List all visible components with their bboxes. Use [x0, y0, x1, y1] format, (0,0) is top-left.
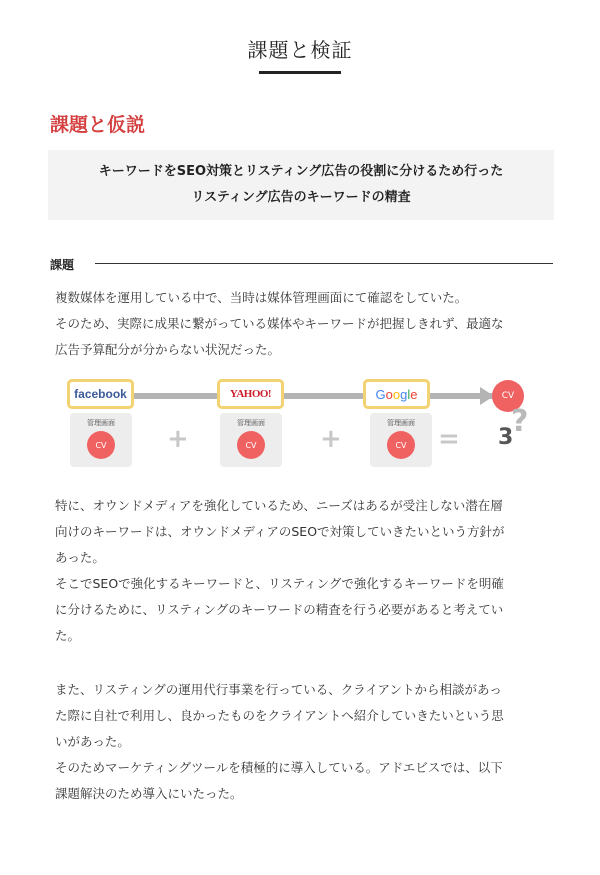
- media-diagram: [60, 370, 540, 480]
- google-admin-card: [370, 413, 432, 467]
- paragraph-2: [55, 493, 547, 571]
- facebook-logo: [67, 379, 134, 409]
- paragraph-line: た際に自社で利用し、良かったものをクライアントへ紹介していきたいという思: [55, 708, 504, 723]
- cv-circle: CV: [387, 431, 415, 459]
- question-mark-icon: ?: [511, 404, 529, 439]
- paragraph-line: た。: [55, 628, 81, 643]
- summary-box: [48, 150, 554, 220]
- result-cv-circle: CV: [492, 380, 524, 412]
- title-underline: [259, 71, 341, 74]
- yahoo-logo: [217, 379, 284, 409]
- paragraph-4: [55, 677, 547, 807]
- equals-icon: =: [438, 424, 460, 454]
- paragraph-3: [55, 571, 547, 649]
- facebook-admin-card: [70, 413, 132, 467]
- sub-heading-rule: [95, 263, 553, 264]
- section-heading: 課題と仮説: [50, 114, 146, 136]
- google-logo-text: Google: [375, 386, 418, 402]
- paragraph-line: 広告予算配分が分からない状況だった。: [55, 342, 281, 357]
- paragraph-line: に分けるために、リスティングのキーワードの精査を行う必要があると考えてい: [55, 602, 504, 617]
- page-title: 課題と検証: [247, 38, 353, 62]
- plus-icon: +: [320, 424, 342, 454]
- paragraph-line: そのため、実際に成果に繋がっている媒体やキーワードが把握しきれず、最適な: [55, 316, 504, 331]
- sub-heading: 課題: [50, 258, 75, 272]
- yahoo-admin-card: [220, 413, 282, 467]
- paragraph-1: [55, 285, 547, 363]
- cv-circle: CV: [87, 431, 115, 459]
- arrow-line: [80, 393, 520, 399]
- paragraph-line: 特に、オウンドメディアを強化しているため、ニーズはあるが受注しない潜在層: [55, 498, 503, 513]
- summary-line-2: リスティング広告のキーワードの精査: [191, 190, 411, 205]
- paragraph-line: 向けのキーワードは、オウンドメディアのSEOで対策していきたいという方針が: [55, 524, 505, 539]
- paragraph-line: そのためマーケティングツールを積極的に導入している。アドエビスでは、以下: [55, 760, 503, 775]
- paragraph-line: また、リスティングの運用代行事業を行っている、クライアントから相談があっ: [55, 682, 502, 697]
- google-logo: [363, 379, 430, 409]
- card-label: 管理画面: [237, 419, 265, 427]
- card-label: 管理画面: [87, 419, 115, 427]
- cv-circle: CV: [237, 431, 265, 459]
- paragraph-line: そこでSEOで強化するキーワードと、リスティングで強化するキーワードを明確: [55, 576, 504, 591]
- plus-icon: +: [167, 424, 189, 454]
- paragraph-line: 複数媒体を運用している中で、当時は媒体管理画面にて確認をしていた。: [55, 290, 468, 305]
- card-label: 管理画面: [387, 419, 415, 427]
- summary-line-1: キーワードをSEO対策とリスティング広告の役割に分けるため行った: [98, 164, 504, 179]
- yahoo-logo-text: YAHOO!: [229, 388, 272, 400]
- facebook-logo-text: facebook: [74, 387, 127, 401]
- result-number: 3: [498, 425, 514, 450]
- paragraph-line: あった。: [55, 550, 105, 565]
- paragraph-line: 課題解決のため導入にいたった。: [55, 786, 243, 801]
- paragraph-line: いがあった。: [55, 734, 130, 749]
